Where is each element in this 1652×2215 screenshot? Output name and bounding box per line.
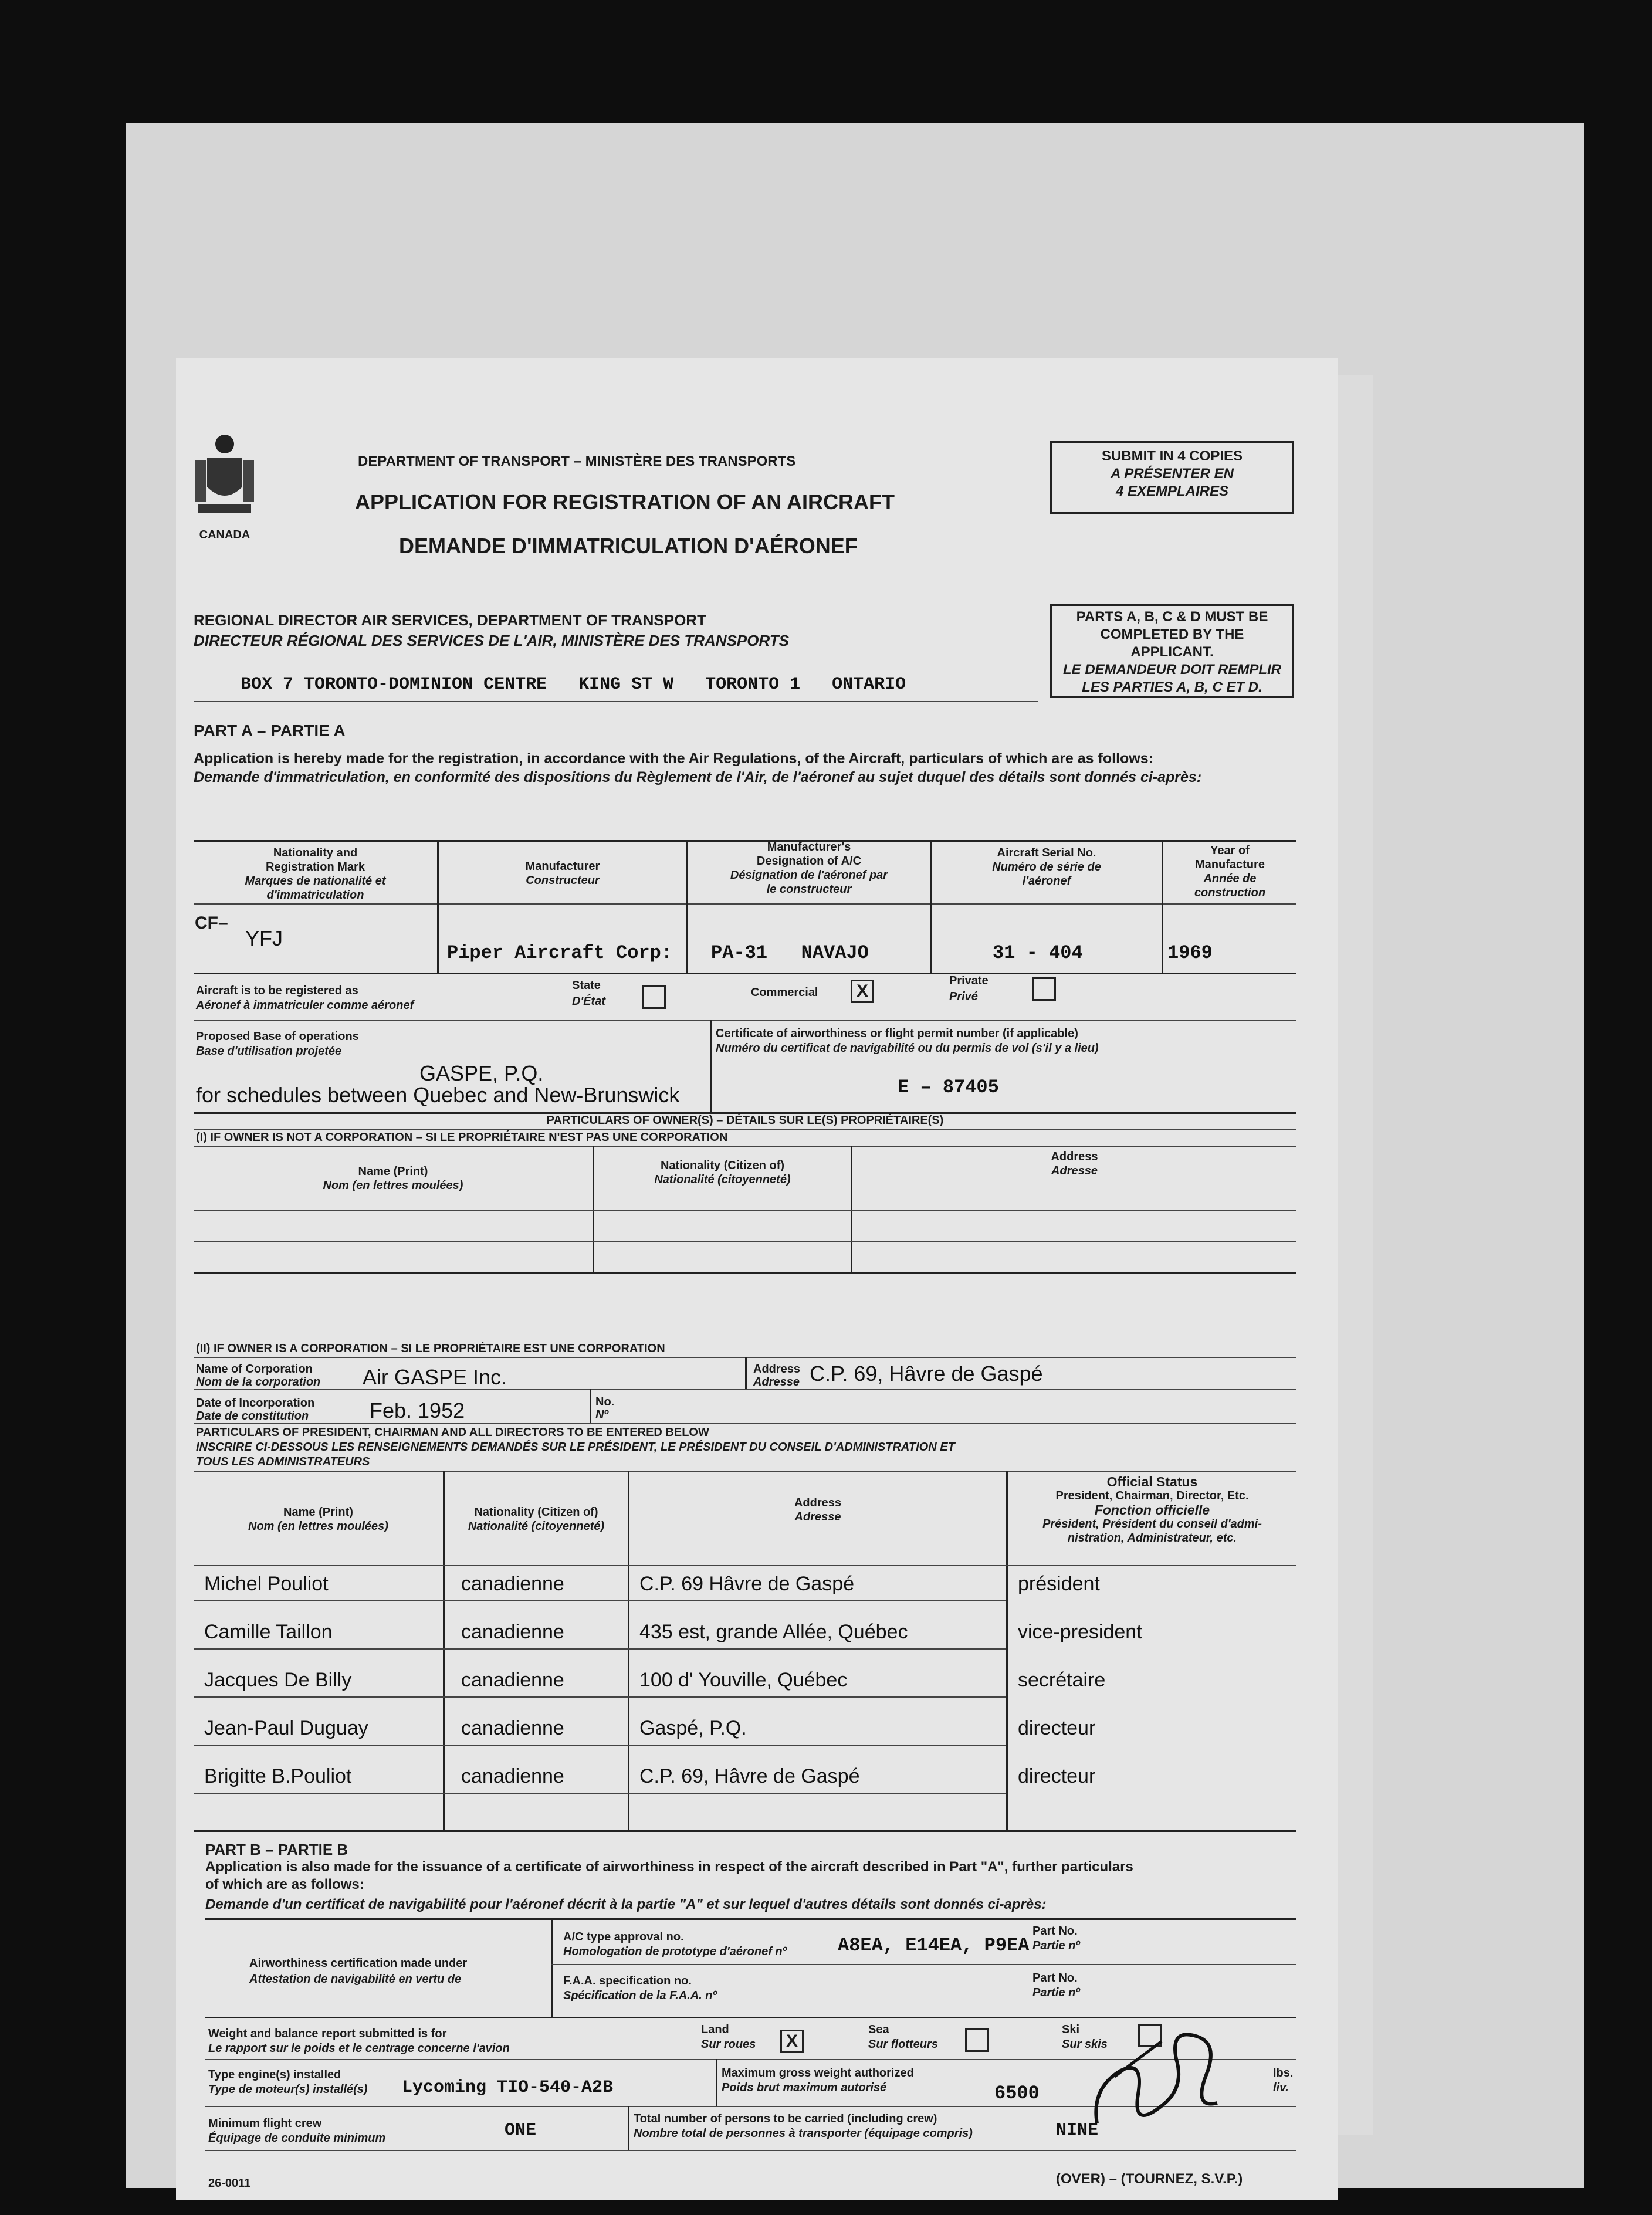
corp-name-fr: Nom de la corporation: [196, 1376, 321, 1388]
crew-en: Minimum flight crew: [208, 2117, 322, 2130]
nc-head-name: Name (Print) Nom (en lettres moulées): [323, 1165, 463, 1192]
address-typed: BOX 7 TORONTO-DOMINION CENTRE KING ST W TORONTO 1 ONTARIO: [241, 675, 906, 695]
regional-en: REGIONAL DIRECTOR AIR SERVICES, DEPARTMENT OF TRANSPORT: [194, 611, 706, 629]
director-nationality: canadienne: [461, 1573, 564, 1595]
dir-bottom-rule: [194, 1830, 1296, 1832]
airworth-div: [551, 1918, 553, 2017]
base-div: [710, 1020, 712, 1112]
director-nationality: canadienne: [461, 1669, 564, 1691]
part-b-intro-en-1: Application is also made for the issuance of a certificate of airworthiness in respect of the aircraft described in Part "A", further particulars: [205, 1859, 1133, 1875]
reg-prefix: CF–: [195, 913, 228, 933]
director-name: Camille Taillon: [204, 1621, 333, 1643]
serial-value: 31 - 404: [993, 942, 1083, 964]
state-label-fr: D'État: [572, 995, 605, 1008]
base-line-2: for schedules between Quebec and New-Brunswick: [196, 1083, 680, 1107]
department-line: DEPARTMENT OF TRANSPORT – MINISTÈRE DES TRANSPORTS: [358, 453, 796, 469]
nc-bottom-rule: [194, 1272, 1296, 1274]
sea-en: Sea: [868, 2023, 889, 2036]
dir-head-name: Name (Print) Nom (en lettres moulées): [248, 1506, 388, 1533]
parts-line-4: LE DEMANDEUR DOIT REMPLIR: [1063, 662, 1281, 678]
dir-head-status: Official Status President, Chairman, Director, Etc. Fonction officielle Président, Président du conseil d'admi- nistration, Administrateur, etc.: [1042, 1474, 1262, 1545]
part-no-en-1: Part No.: [1032, 1925, 1078, 1938]
director-status: secrétaire: [1018, 1669, 1106, 1691]
director-nationality: canadienne: [461, 1717, 564, 1739]
dir-head-nationality: Nationality (Citizen of) Nationalité (citoyenneté): [468, 1506, 605, 1533]
director-address: C.P. 69, Hâvre de Gaspé: [639, 1765, 860, 1787]
crew-value: ONE: [505, 2121, 537, 2141]
director-row-rule: [194, 1696, 1006, 1698]
director-row-rule: [194, 1793, 1006, 1794]
submit-box: [1050, 441, 1294, 514]
commercial-checkbox[interactable]: X: [851, 980, 874, 1003]
form-document: [176, 358, 1338, 2200]
owners-title: PARTICULARS OF OWNER(S) – DÉTAILS SUR LE(S) PROPRIÉTAIRE(S): [546, 1114, 944, 1127]
faa-fr: Spécification de la F.A.A. nº: [563, 1989, 717, 2002]
canada-crest: [192, 431, 257, 546]
private-label: Private: [949, 974, 989, 987]
engine-div: [716, 2059, 717, 2106]
part-no-fr-2: Partie nº: [1032, 1986, 1080, 1999]
col-head-designation: Manufacturer's Designation of A/C Désignation de l'aéronef par le constructeur: [730, 841, 888, 896]
engine-fr: Type de moteur(s) installé(s): [208, 2083, 368, 2096]
part-b-intro-en-2: of which are as follows:: [205, 1877, 364, 1892]
state-checkbox[interactable]: [642, 985, 666, 1009]
director-nationality: canadienne: [461, 1765, 564, 1787]
base-line-1: GASPE, P.Q.: [419, 1061, 544, 1085]
director-name: Michel Pouliot: [204, 1573, 329, 1595]
registered-rule: [194, 1020, 1296, 1021]
part-a-intro-en: Application is hereby made for the registration, in accordance with the Air Regulations, of the Aircraft, particulars of which are as follows:: [194, 750, 1153, 767]
crew-rule: [205, 2150, 1296, 2151]
inc-date-en: Date of Incorporation: [196, 1397, 315, 1410]
dir-head-rule: [194, 1565, 1296, 1566]
type-approval-fr: Homologation de prototype d'aéronef nº: [563, 1945, 787, 1958]
private-checkbox[interactable]: [1032, 977, 1056, 1001]
corp-mid-rule: [194, 1389, 1296, 1390]
private-label-fr: Privé: [949, 990, 978, 1003]
inc-div: [590, 1389, 591, 1423]
parts-line-3: APPLICANT.: [1130, 644, 1214, 660]
parts-line-1: PARTS A, B, C & D MUST BE: [1076, 609, 1268, 625]
director-status: vice-president: [1018, 1621, 1142, 1643]
director-status: directeur: [1018, 1765, 1096, 1787]
lbs-fr: liv.: [1273, 2081, 1289, 2094]
ski-fr: Sur skis: [1062, 2038, 1108, 2051]
partb-top-rule: [205, 1918, 1296, 1920]
max-weight-en: Maximum gross weight authorized: [722, 2067, 914, 2079]
cert-en: Certificate of airworthiness or flight permit number (if applicable): [716, 1027, 1078, 1040]
corp-div: [745, 1357, 747, 1389]
state-label: State: [572, 979, 601, 992]
regional-fr: DIRECTEUR RÉGIONAL DES SERVICES DE L'AIR, MINISTÈRE DES TRANSPORTS: [194, 632, 790, 649]
persons-fr: Nombre total de personnes à transporter (équipage compris): [634, 2127, 973, 2140]
part-a-title: PART A – PARTIE A: [194, 722, 346, 740]
engine-value: Lycoming TIO-540-A2B: [402, 2078, 614, 2098]
submit-line-1: SUBMIT IN 4 COPIES: [1101, 448, 1243, 464]
submit-line-3: 4 EXEMPLAIRES: [1115, 483, 1229, 499]
dir-head-address: Address Adresse: [794, 1496, 842, 1523]
lbs-en: lbs.: [1273, 2067, 1294, 2079]
form-number: 26-0011: [208, 2177, 251, 2190]
col-head-nationality: Nationality and Registration Mark Marques de nationalité et d'immatriculation: [245, 846, 386, 902]
sea-fr: Sur flotteurs: [868, 2038, 938, 2051]
no-en: No.: [595, 1396, 615, 1408]
signature: [1074, 2006, 1238, 2147]
commercial-label: Commercial: [751, 986, 818, 999]
reg-mark: YFJ: [245, 926, 283, 950]
table-header-rule: [194, 903, 1296, 905]
max-weight-value: 6500: [994, 2082, 1040, 2104]
director-row-rule: [194, 1600, 1006, 1601]
part-no-fr-1: Partie nº: [1032, 1939, 1080, 1952]
cert-fr: Numéro du certificat de navigabilité ou du permis de vol (s'il y a lieu): [716, 1042, 1099, 1055]
col-head-year: Year of Manufacture Année de construction: [1194, 844, 1266, 899]
inc-date: Feb. 1952: [370, 1398, 465, 1423]
type-approval-value: A8EA, E14EA, P9EA: [838, 1935, 1030, 1956]
nc-row-rule-2: [194, 1241, 1296, 1242]
year-value: 1969: [1167, 942, 1213, 964]
corp-address: C.P. 69, Hâvre de Gaspé: [810, 1361, 1043, 1386]
nc-head-address: Address Adresse: [1051, 1150, 1098, 1177]
director-row-rule: [194, 1648, 1006, 1650]
sea-checkbox[interactable]: [965, 2028, 989, 2052]
corp-name: Air GASPE Inc.: [363, 1365, 507, 1389]
over-note: (OVER) – (TOURNEZ, S.V.P.): [1056, 2171, 1243, 2187]
director-status: directeur: [1018, 1717, 1096, 1739]
engine-en: Type engine(s) installed: [208, 2068, 341, 2081]
title-fr: DEMANDE D'IMMATRICULATION D'AÉRONEF: [399, 534, 858, 558]
weight-fr: Le rapport sur le poids et le centrage concerne l'avion: [208, 2042, 510, 2055]
parts-box: [1050, 604, 1294, 698]
not-corp-title: (I) IF OWNER IS NOT A CORPORATION – SI LE PROPRIÉTAIRE N'EST PAS UNE CORPORATION: [196, 1131, 728, 1144]
submit-line-2: A PRÉSENTER EN: [1111, 466, 1234, 482]
not-corp-rule: [194, 1146, 1296, 1147]
base-en: Proposed Base of operations: [196, 1030, 359, 1043]
corp-name-en: Name of Corporation: [196, 1363, 313, 1376]
table-bottom-rule: [194, 973, 1296, 974]
corp-address-en: Address: [753, 1363, 801, 1376]
airworth-mid-rule: [551, 1964, 1296, 1965]
crew-div: [628, 2106, 629, 2150]
persons-value: NINE: [1056, 2121, 1099, 2141]
registered-as-fr: Aéronef à immatriculer comme aéronef: [196, 999, 414, 1012]
directors-fr-1: INSCRIRE CI-DESSOUS LES RENSEIGNEMENTS DEMANDÉS SUR LE PRÉSIDENT, LE PRÉSIDENT DU CONSEIL D'ADMINISTRATION ET: [196, 1441, 955, 1454]
manufacturer-value: Piper Aircraft Corp:: [447, 942, 673, 964]
type-approval-en: A/C type approval no.: [563, 1930, 684, 1943]
land-fr: Sur roues: [701, 2038, 756, 2051]
nc-row-rule-1: [194, 1210, 1296, 1211]
parts-line-5: LES PARTIES A, B, C ET D.: [1082, 679, 1262, 695]
title-en: APPLICATION FOR REGISTRATION OF AN AIRCRAFT: [355, 490, 895, 514]
corp-address-fr: Adresse: [753, 1376, 800, 1388]
director-row-rule: [194, 1745, 1006, 1746]
crest-label: CANADA: [199, 529, 250, 541]
part-b-title: PART B – PARTIE B: [205, 1841, 348, 1858]
col-head-serial: Aircraft Serial No. Numéro de série de l'aéronef: [992, 846, 1101, 888]
no-fr: Nº: [595, 1408, 608, 1421]
part-b-intro-fr: Demande d'un certificat de navigabilité pour l'aéronef décrit à la partie "A" et sur lequel d'autres détails sont donnés ci-après:: [205, 1896, 1047, 1912]
owners-rule: [194, 1129, 1296, 1130]
weight-en: Weight and balance report submitted is for: [208, 2027, 447, 2040]
corp-title: (II) IF OWNER IS A CORPORATION – SI LE PROPRIÉTAIRE EST UNE CORPORATION: [196, 1342, 665, 1355]
director-name: Brigitte B.Pouliot: [204, 1765, 352, 1787]
part-no-en-2: Part No.: [1032, 1972, 1078, 1984]
col-head-manufacturer: Manufacturer Constructeur: [525, 860, 600, 887]
designation-value: PA-31 NAVAJO: [711, 942, 869, 964]
director-address: 435 est, grande Allée, Québec: [639, 1621, 908, 1643]
director-address: C.P. 69 Hâvre de Gaspé: [639, 1573, 855, 1595]
address-rule: [194, 701, 1038, 702]
director-name: Jacques De Billy: [204, 1669, 352, 1691]
directors-fr-2: TOUS LES ADMINISTRATEURS: [196, 1455, 370, 1468]
persons-en: Total number of persons to be carried (including crew): [634, 2112, 937, 2125]
ski-en: Ski: [1062, 2023, 1080, 2036]
directors-top-rule: [194, 1471, 1296, 1472]
base-fr: Base d'utilisation projetée: [196, 1045, 342, 1058]
director-address: 100 d' Youville, Québec: [639, 1669, 848, 1691]
land-en: Land: [701, 2023, 729, 2036]
registered-as-en: Aircraft is to be registered as: [196, 984, 358, 997]
nc-head-nationality: Nationality (Citizen of) Nationalité (citoyenneté): [654, 1159, 791, 1186]
land-checkbox[interactable]: X: [780, 2030, 804, 2053]
airworth-en: Airworthiness certification made under: [249, 1957, 468, 1970]
dir-div-2: [628, 1471, 629, 1830]
director-name: Jean-Paul Duguay: [204, 1717, 368, 1739]
crew-fr: Équipage de conduite minimum: [208, 2132, 386, 2145]
director-nationality: canadienne: [461, 1621, 564, 1643]
faa-en: F.A.A. specification no.: [563, 1974, 692, 1987]
parts-line-2: COMPLETED BY THE: [1100, 626, 1244, 642]
airworth-fr: Attestation de navigabilité en vertu de: [249, 1973, 462, 1986]
cert-value: E – 87405: [898, 1076, 999, 1098]
director-address: Gaspé, P.Q.: [639, 1717, 747, 1739]
inc-date-fr: Date de constitution: [196, 1410, 309, 1423]
inc-rule: [194, 1423, 1296, 1424]
max-weight-fr: Poids brut maximum autorisé: [722, 2081, 887, 2094]
directors-en: PARTICULARS OF PRESIDENT, CHAIRMAN AND ALL DIRECTORS TO BE ENTERED BELOW: [196, 1426, 709, 1439]
director-status: président: [1018, 1573, 1100, 1595]
part-a-intro-fr: Demande d'immatriculation, en conformité des dispositions du Règlement de l'Air, de l'aéronef au sujet duquel des détails sont donnés ci-après:: [194, 769, 1202, 785]
